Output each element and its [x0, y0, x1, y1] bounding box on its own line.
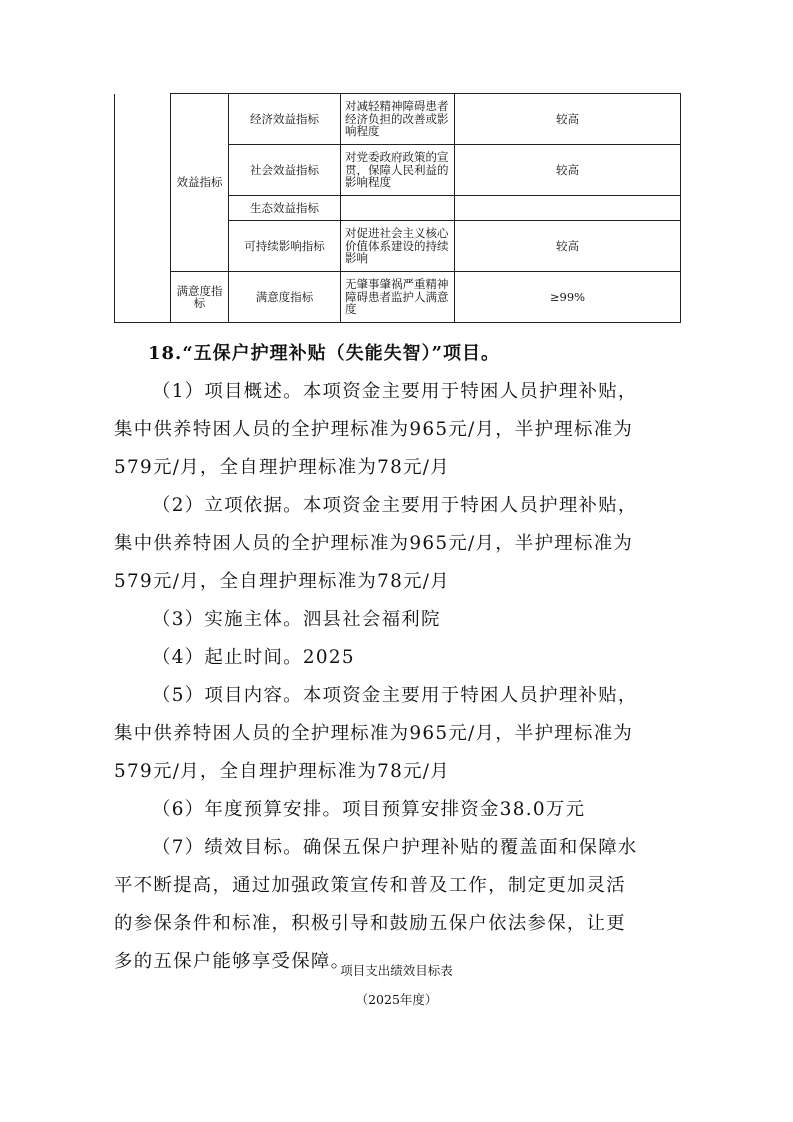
- paragraph-overview: [114, 373, 694, 487]
- paragraph-implementer: [114, 601, 694, 639]
- table-cell-indicator: 无肇事肇祸严重精神障碍患者监护人满意度: [341, 272, 455, 323]
- table-cell-level1: 效益指标: [171, 94, 229, 272]
- paragraph-line: 579元/月，全自理护理标准为78元/月: [114, 457, 450, 478]
- table-cell-level2: 生态效益指标: [229, 196, 341, 221]
- table-row: [115, 272, 681, 323]
- table-cell-level2: 社会效益指标: [229, 145, 341, 196]
- table-row: [115, 94, 681, 145]
- table-caption-year: （2025年度）: [355, 992, 438, 1007]
- paragraph-line: 集中供养特困人员的全护理标准为965元/月，半护理标准为: [114, 723, 634, 744]
- paragraph-line: （2）立项依据。本项资金主要用于特困人员护理补贴，: [152, 495, 638, 516]
- paragraph-line: （6）年度预算安排。项目预算安排资金38.0万元: [152, 799, 586, 820]
- performance-indicator-table: [114, 93, 681, 323]
- table-cell-blank: [115, 94, 171, 323]
- paragraph-line: （1）项目概述。本项资金主要用于特困人员护理补贴，: [152, 381, 638, 402]
- paragraph-basis: [114, 487, 694, 601]
- table-cell-level2: 满意度指标: [229, 272, 341, 323]
- table-cell-indicator: 对促进社会主义核心价值体系建设的持续影响: [341, 221, 455, 272]
- table-cell-indicator: 对减轻精神障碍患者经济负担的改善或影响程度: [341, 94, 455, 145]
- section-heading: 18.“五保户护理补贴（失能失智）”项目。: [148, 343, 501, 364]
- table-cell-indicator: [341, 196, 455, 221]
- paragraph-line: （4）起止时间。2025: [152, 647, 355, 668]
- paragraph-line: 多的五保户能够享受保障。: [114, 951, 351, 972]
- paragraph-line: 的参保条件和标准，积极引导和鼓励五保户依法参保，让更: [114, 913, 626, 934]
- table-caption-title: 项目支出绩效目标表: [340, 963, 453, 978]
- paragraph-content: [114, 677, 694, 791]
- paragraph-line: 579元/月，全自理护理标准为78元/月: [114, 571, 450, 592]
- paragraph-line: 579元/月，全自理护理标准为78元/月: [114, 761, 450, 782]
- paragraph-period: [114, 639, 694, 677]
- table-cell-level1: 满意度指标: [171, 272, 229, 323]
- table-cell-value: 较高: [455, 221, 681, 272]
- paragraph-line: 集中供养特困人员的全护理标准为965元/月，半护理标准为: [114, 533, 634, 554]
- paragraph-line: 集中供养特困人员的全护理标准为965元/月，半护理标准为: [114, 419, 634, 440]
- paragraph-budget: [114, 791, 694, 829]
- paragraph-line: （7）绩效目标。确保五保户护理补贴的覆盖面和保障水: [152, 837, 638, 858]
- paragraph-line: （5）项目内容。本项资金主要用于特困人员护理补贴，: [152, 685, 638, 706]
- table-cell-value: 较高: [455, 94, 681, 145]
- table-cell-value: [455, 196, 681, 221]
- paragraph-line: （3）实施主体。泗县社会福利院: [152, 609, 441, 630]
- table-cell-level2: 可持续影响指标: [229, 221, 341, 272]
- table-cell-level2: 经济效益指标: [229, 94, 341, 145]
- table-cell-indicator: 对党委政府政策的宣贯，保障人民利益的影响程度: [341, 145, 455, 196]
- paragraph-line: 平不断提高，通过加强政策宣传和普及工作，制定更加灵活: [114, 875, 626, 896]
- table-cell-value: 较高: [455, 145, 681, 196]
- table-cell-value: ≥99%: [455, 272, 681, 323]
- paragraph-goal: [114, 829, 694, 981]
